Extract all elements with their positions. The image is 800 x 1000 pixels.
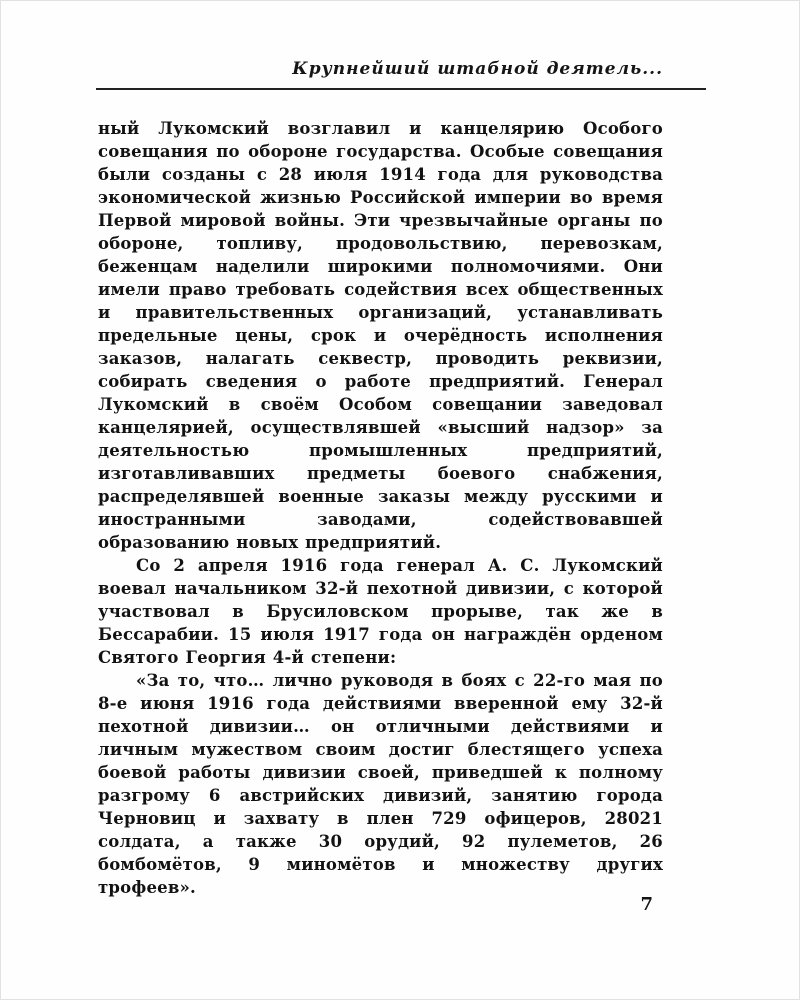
paragraph-quote: «За то, что… лично руководя в боях с 22-го мая по 8-е июня 1916 года действиями вверенной ему 32-й пехотной дивизии… он отличными действиями и личным мужеством своим достиг блестящего успеха боевой работы дивизии своей, приведшей к полному разгрому 6 австрийских дивизий, занятию города Черновиц и захвату в плен 729 офицеров, 28021 солдата, а также 30 орудий, 92 пулеметов, 26 бомбомётов, 9 миномётов и множеству других трофеев».	[98, 671, 663, 897]
running-header	[98, 59, 663, 79]
header-rule	[96, 88, 706, 90]
page-number: 7	[640, 894, 653, 915]
page-footer	[98, 894, 663, 915]
page-body	[98, 117, 663, 899]
paragraph-continuation: ный Лукомский возглавил и канцелярию Особого совещания по обороне государства. Особые совещания были созданы с 28 июля 1914 года для руководства экономической жизнью Российской империи во время Первой мировой войны. Эти чрезвычайные органы по обороне, топливу, продовольствию, перевозкам, беженцам наделили широкими полномочиями. Они имели право требовать содействия всех общественных и правительственных организаций, устанавливать предельные цены, срок и очерёдность исполнения заказов, налагать секвестр, проводить реквизии, собирать сведения о работе предприятий. Генерал Лукомский в своём Особом совещании заведовал канцелярией, осуществлявшей «высший надзор» за деятельностью промышленных предприятий, изготавливавших предметы боевого снабжения, распределявшей военные заказы между русскими и иностранными заводами, содействовавшей образованию новых предприятий.	[98, 119, 663, 552]
running-header-title: Крупнейший штабной деятель...	[292, 59, 663, 79]
paragraph: Со 2 апреля 1916 года генерал А. С. Лукомский воевал начальником 32-й пехотной дивизии, с которой участвовал в Брусиловском прорыве, так же в Бессарабии. 15 июля 1917 года он награждён орденом Святого Георгия 4-й степени:	[98, 556, 663, 667]
